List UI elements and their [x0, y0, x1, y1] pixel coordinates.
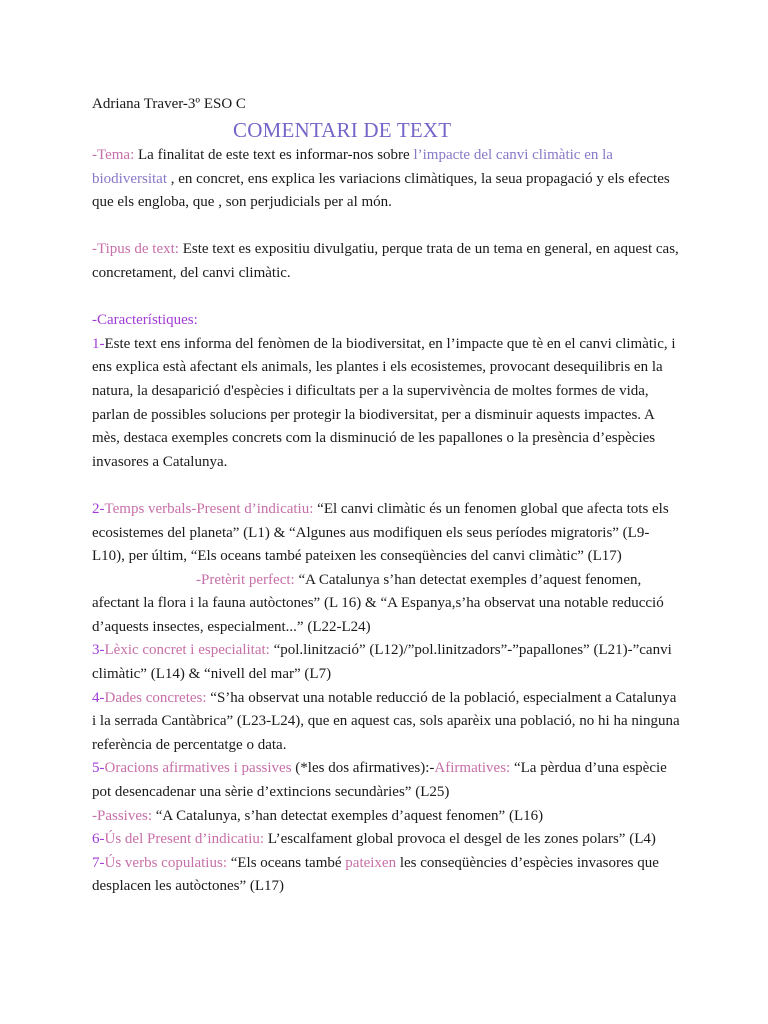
item-1-number: 1-	[92, 335, 105, 352]
tema-text-2: , en concret, ens explica les variacions climàtiques, la seua propagació y els efectes que els engloba, que , son perjudicials per al món.	[92, 170, 670, 211]
item-3-number: 3-	[92, 642, 105, 659]
item-4-number: 4-	[92, 689, 105, 706]
item-7-highlight: pateixen	[345, 854, 397, 871]
item-6-text: L’escalfament global provoca el desgel de les zones polars” (L4)	[264, 831, 656, 848]
document-title: COMENTARI DE TEXT	[233, 118, 452, 142]
item-5-number: 5-	[92, 760, 105, 777]
item-2-label: Temps verbals-Present d’indicatiu:	[104, 500, 314, 517]
author-line: Adriana Traver-3º ESO C	[92, 96, 246, 112]
item-7	[92, 852, 682, 899]
item-5-passlabel: -Passives:	[92, 807, 152, 824]
tema-text-1: La finalitat de este text es informar-nos sobre	[134, 147, 414, 163]
item-5-sublabel: Afirmatives:	[434, 760, 511, 777]
item-2	[92, 498, 682, 569]
tipus-paragraph	[92, 238, 682, 285]
item-1-text: Este text ens informa del fenòmen de la biodiversitat, en l’impacte que tè en el canvi climàtic, i ens explica està afectant els animals, les plantes i els ecosistemes, provocant desequilibris en la natura, la desaparició d'espècies i dificultats per a la supervivència de moltes formes de vida, parlan de possibles solucions per protegir la biodiversitat, per a disminuir aquests impactes. A mès, destaca exemples concrets com la disminució de les papallones o la presència d’espècies invasores a Catalunya.	[92, 335, 676, 470]
item-5-subtext: “La pèrdua d’una espècie pot desencadenar una sèrie d’extincions secundàries” (L25)	[92, 760, 667, 801]
tipus-label: -Tipus de text:	[92, 241, 179, 258]
item-4	[92, 687, 682, 758]
item-7-number: 7-	[92, 854, 105, 871]
item-7-label: Ús verbs copulatius:	[104, 854, 227, 871]
item-3	[92, 639, 682, 686]
spacer	[92, 286, 682, 310]
tema-paragraph	[92, 144, 682, 215]
item-3-text: “pol.linització” (L12)/”pol.linitzadors”-”papallones” (L21)-”canvi climàtic” (L14) & “nivell del mar” (L7)	[92, 642, 672, 683]
item-5-text: (*les dos afirmatives):-	[291, 760, 435, 777]
item-5-label: Oracions afirmatives i passives	[104, 760, 292, 777]
item-2-subtext: “A Catalunya s’han detectat exemples d’aquest fenomen, afectant la flora i la fauna autòctones” (L 16) & “A Espanya,s’ha observat una notable reducció d’aquests insectes, especialment...” (L22-L24)	[92, 571, 664, 635]
item-5-passives	[92, 805, 682, 829]
item-6-number: 6-	[92, 831, 105, 848]
caracteristiques-heading: -Característiques:	[92, 312, 198, 329]
document-page	[92, 92, 682, 899]
item-7-text-1: “Els oceans també	[226, 854, 346, 871]
item-3-label: Lèxic concret i especialitat:	[104, 642, 270, 659]
item-6-label: Ús del Present d’indicatiu:	[104, 831, 265, 848]
item-4-label: Dades concretes:	[104, 689, 207, 706]
tipus-text: Este text es expositiu divulgatiu, perque trata de un tema en general, en aquest cas, concretament, del canvi climàtic.	[92, 241, 679, 281]
item-4-text: “S’ha observat una notable reducció de la població, especialment a Catalunya i la serrada Cantàbrica” (L23-L24), que en aquest cas, sols aparèix una població, no hi ha ninguna referència de percentatge o data.	[92, 689, 680, 753]
item-7-text-2: les conseqüències d’espècies invasores que desplacen les autòctones” (L17)	[92, 854, 659, 895]
item-2-text: “El canvi climàtic és un fenomen global que afecta tots els ecosistemes del planeta” (L1) & “Algunes aus modifiquen els seus períodes migratoris” (L9-L10), per últim, “Els oceans també pateixen les conseqüències del canvi climàtic” (L17)	[92, 500, 669, 565]
item-2-number: 2-	[92, 500, 105, 517]
item-5-passtext: “A Catalunya, s’han detectat exemples d’aquest fenomen” (L16)	[152, 807, 544, 824]
item-2-sub	[92, 569, 682, 640]
tema-highlight: l’impacte del canvi climàtic en la biodiversitat	[92, 147, 613, 187]
item-6	[92, 828, 682, 852]
item-2-sublabel: -Pretèrit perfect:	[196, 571, 295, 588]
tema-label: -Tema:	[92, 147, 135, 163]
item-5	[92, 757, 682, 804]
item-1	[92, 333, 682, 475]
spacer	[92, 474, 682, 498]
spacer	[92, 215, 682, 239]
